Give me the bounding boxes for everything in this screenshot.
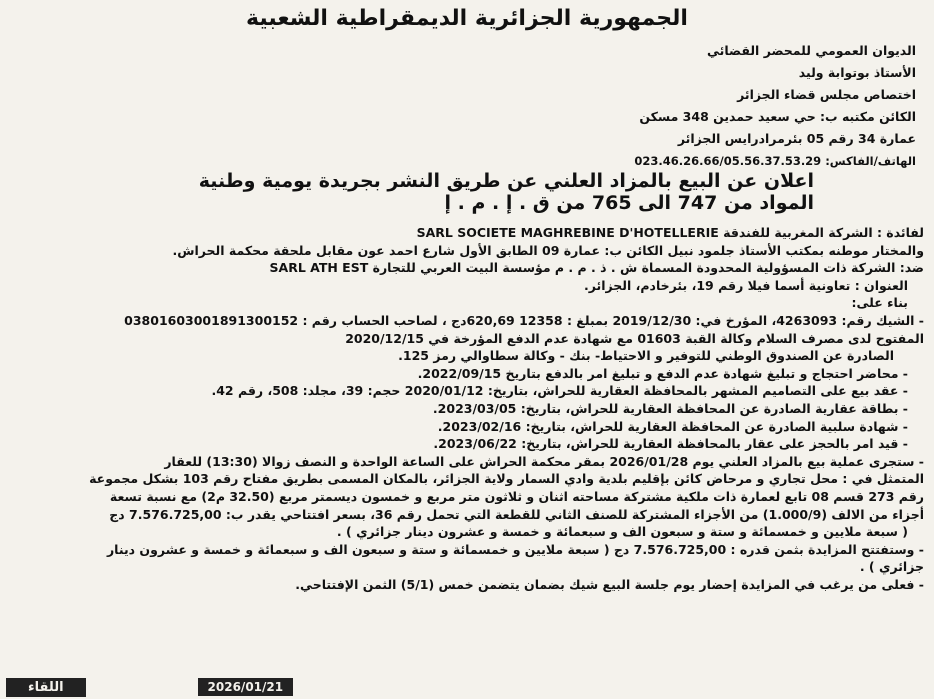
office-address-line: الكائن مكتبه ب: حي سعيد حمدين 348 مسكن — [639, 109, 916, 124]
negative-certificate-line: - شهادة سلبية الصادرة عن المحافظة العقارية للحراش، بتاريخ: 2023/02/16. — [437, 418, 908, 434]
protest-line: - محاضر احتجاج و تبليغ شهادة عدم الدفع و تبليغ امر بالدفع بتاريخ 2022/09/15. — [417, 365, 908, 381]
bidding-line: - وستفتتح المزايدة بثمن قدره : 7.576.725,00 دج ( سبعة ملايين و خمسمائة و ستة و سبعون الف و سبعمائة و خمسة و عشرون دينار — [106, 541, 924, 557]
property-line: المتمثل في : محل تجاري و مرحاض كائن بإقليم بلدية وادي السمار ولاية الجزائر، بالمكان المسمى بطريق مفتاح رقم 103 بشكل مجموعة — [89, 471, 924, 487]
notice-title: اعلان عن البيع بالمزاد العلني عن طريق النشر بجريدة يومية وطنية — [198, 170, 814, 192]
office-line: الديوان العمومي للمحضر القضائي — [707, 43, 916, 58]
cheque-line: - الشيك رقم: 4263093، المؤرخ في: 2019/12/30 بمبلغ : 12358 620,69دج ، لصاحب الحساب رقم : 03801603001891300152 — [124, 312, 924, 328]
property-area-line: رقم 273 قسم 08 تابع لعمارة ذات ملكية مشتركة مساحته اثنان و ثلاثون متر مربع و خمسون ديسمتر مربع (32.50 م2) مع نسبة تسعة — [109, 488, 924, 504]
notice-subtitle: المواد من 747 الى 765 من ق . إ . م . إ — [444, 192, 814, 214]
notice-body — [10, 224, 924, 593]
notice-heading — [114, 170, 814, 214]
phone-fax-line: الهاتف/الفاكس: 023.46.26.66/05.56.37.53.29 — [634, 154, 916, 168]
footer-bar — [0, 676, 293, 698]
building-address-line: عمارة 34 رقم 05 بئرمرادرايس الجزائر — [677, 131, 916, 146]
seizure-order-line: - قيد امر بالحجز على عقار بالمحافظة العقارية للحراش، بتاريخ: 2023/06/22. — [433, 436, 908, 452]
issuer-line: الصادرة عن الصندوق الوطني للتوفير و الاحتياط- بنك - وكالة سطاوالي رمز 125. — [398, 348, 894, 364]
price-words-line: ( سبعة ملايين و خمسمائة و ستة و سبعون الف و سبعمائة و خمسة و عشرون دينار جزائري ) . — [336, 524, 908, 540]
land-card-line: - بطاقة عقارية الصادرة عن المحافظة العقارية للحراش، بتاريخ: 2023/03/05. — [432, 400, 908, 416]
auction-date-line: - ستجرى عملية بيع بالمزاد العلني يوم 2026/01/28 بمقر محكمة الحراش على الساعة الواحدة و النصف زوالا (13:30) للعقار — [164, 453, 924, 469]
bank-line: المفتوح لدى مصرف السلام وكالة القبة 01603 مع شهادة عدم الدفع المؤرخة في 2020/12/15 — [345, 330, 924, 346]
bailiff-name-line: الأستاذ بوتوابة وليد — [798, 65, 916, 80]
guarantee-line: - فعلى من يرغب في المزايدة إحضار يوم جلسة البيع شيك بضمان يتضمن خمس (5/1) الثمن الإفتتاحي. — [295, 576, 924, 592]
address-line: العنوان : تعاونية أسما فيلا رقم 19، بئرخادم، الجزائر. — [584, 277, 908, 293]
republic-title: الجمهورية الجزائرية الديمقراطية الشعبية — [246, 6, 688, 31]
opening-price-line: أجزاء من الالف (1.000/9) من الأجزاء المشتركة للصنف الثاني للقطعة التي تحمل رقم 36، بسعر افتتاحي يقدر ب: 7.576.725,00 دج — [109, 506, 924, 522]
jurisdiction-line: اختصاص مجلس قضاء الجزائر — [737, 87, 916, 102]
bailiff-header — [36, 40, 916, 172]
based-on-line: بناء على: — [851, 295, 908, 311]
domicile-line: والمختار موطنه بمكتب الأستاذ جلمود نبيل الكائن ب: عمارة 09 الطابق الأول شارع احمد عون مقابل ملحقة محكمة الحراش. — [172, 242, 924, 258]
newspaper-name: اللقاء — [6, 678, 86, 697]
against-line: ضد: الشركة ذات المسؤولية المحدودة المسماة ش . ذ . م . م مؤسسة البيت العربي للتجارة SARL ATH EST — [269, 260, 924, 276]
sale-contract-line: - عقد بيع على التصاميم المشهر بالمحافظة العقارية للحراش، بتاريخ: 2020/01/12 حجم: 39، مجلد: 508، رقم 42. — [211, 383, 908, 399]
publication-date: 2026/01/21 — [198, 678, 294, 696]
bidding-line-end: جزائري ) . — [859, 559, 924, 575]
beneficiary-line: لفائدة : الشركة المغربية للفندقة SARL SOCIETE MAGHREBINE D'HOTELLERIE — [416, 225, 924, 240]
